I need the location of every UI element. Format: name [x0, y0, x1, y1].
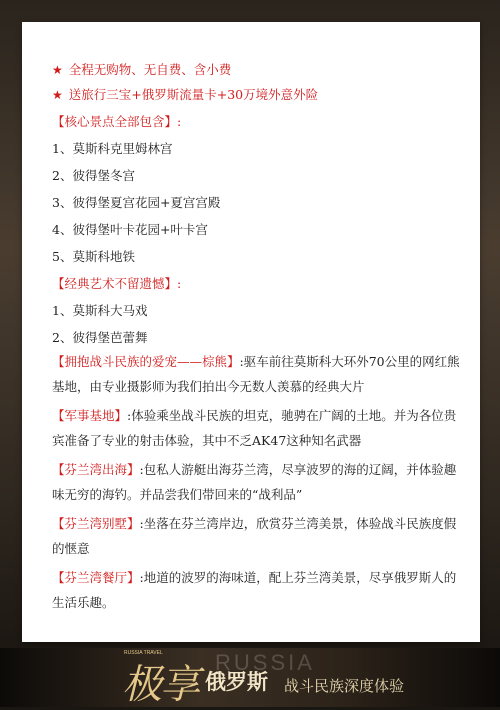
list-item: 2、彼得堡冬宫	[52, 168, 135, 183]
star-icon: ★	[52, 88, 63, 102]
experience-paragraph: 【芬兰湾餐厅】:地道的波罗的海味道，配上芬兰湾美景，尽享俄罗斯人的生活乐趣。	[52, 570, 457, 610]
brand-logo: 极享	[122, 662, 198, 708]
experience-paragraph: 【芬兰湾出海】:包私人游艇出海芬兰湾，尽享波罗的海的辽阔，并体验趣味无穷的海钓。并品尝我们带回来的“战利品”	[52, 462, 457, 502]
experience-paragraph: 【军事基地】:体验乘坐战斗民族的坦克，驰骋在广阔的土地。并为各位贵宾准备了专业的射击体验，其中不乏AK47这种知名武器	[52, 408, 457, 448]
experience-paragraph: 【拥抱战斗民族的爱宠——棕熊】:驱车前往莫斯科大环外70公里的网红熊基地，由专业摄影师为我们拍出今无数人羡慕的经典大片	[52, 354, 460, 394]
banner-subtitle: 战斗民族深度体验	[284, 677, 405, 695]
highlight-item: ★ 全程无购物、无自费、含小费	[52, 62, 232, 77]
art-section-title: 【经典艺术不留遗憾】:	[52, 276, 182, 291]
core-section-title: 【核心景点全部包含】:	[52, 114, 182, 129]
list-item: 2、彼得堡芭蕾舞	[52, 330, 148, 345]
highlight-item: ★ 送旅行三宝+俄罗斯流量卡+30万境外意外险	[52, 87, 319, 102]
banner-watermark: RUSSIA	[215, 650, 315, 675]
star-icon: ★	[52, 63, 63, 77]
list-item: 1、莫斯科克里姆林宫	[52, 141, 173, 156]
brand-small-text: RUSSIA TRAVEL	[124, 650, 163, 656]
list-item: 1、莫斯科大马戏	[52, 303, 148, 318]
list-item: 3、彼得堡夏宫花园+夏宫宫殿	[52, 195, 221, 210]
list-item: 5、莫斯科地铁	[52, 249, 135, 264]
experience-paragraph: 【芬兰湾别墅】:坐落在芬兰湾岸边，欣赏芬兰湾美景，体验战斗民族度假的惬意	[52, 516, 457, 556]
banner-country: 俄罗斯	[205, 670, 268, 694]
list-item: 4、彼得堡叶卡花园+叶卡宫	[52, 222, 208, 237]
